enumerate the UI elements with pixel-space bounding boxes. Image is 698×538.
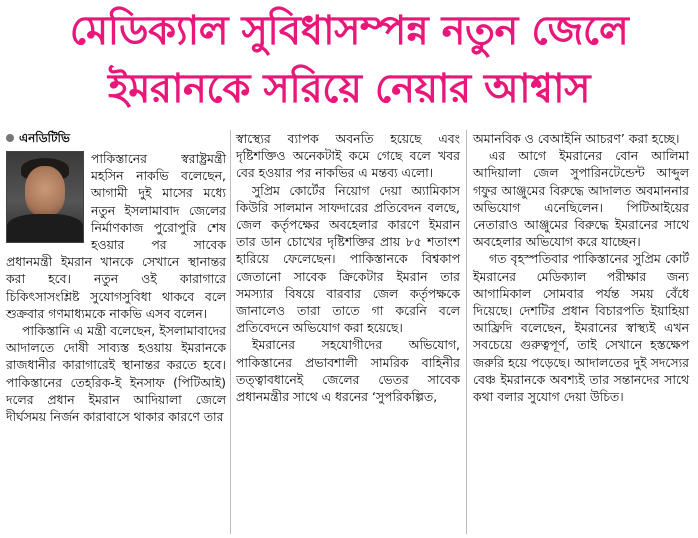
paragraph: অমানবিক ও বেআইনি আচরণ’ করা হচ্ছে।: [473, 131, 680, 146]
headline-line-2: ইমরানকে সরিয়ে নেয়ার আশ্বাস: [107, 66, 591, 112]
paragraph: ইমরানের সহযোগীদের অভিযোগ, পাকিস্তানের প্রভাবশালী সামরিক বাহিনীর তত্ত্বাবধানেই জেলের ভেতর সাবেক প্রধানমন্ত্রীর সাথে এ ধরনের ‘সুপরিকল্পিত,: [236, 337, 460, 405]
paragraph: পাকিস্তানি এ মন্ত্রী বলেছেন, ইসলামাবাদের আদালতে দোষী সাব্যস্ত হওয়ায় ইমরানকে রাজধানীর কারাগারেই স্থানান্তর করতে হবে। পাকিস্তানের তেহরিক-ই ইনসাফ (পিটিআই) দলের প্রধান ইমরান আদিয়ালা জেলে দীর্ঘসময় নির্জন কারাবাসে থাকার কারণে তার: [6, 323, 226, 425]
byline: [6, 130, 226, 146]
photo-shoulders: [7, 214, 83, 243]
byline-source: এনডিটিভি: [19, 131, 70, 145]
paragraph: এর আগে ইমরানের বোন আলিমা আদিয়ালা জেল সুপারিনটেন্ডেন্ট আব্দুল গফুর আঞ্জুমের বিরুদ্ধে আদালত অবমাননার অভিযোগ এনেছিলেন। পিটিআইয়ের নেতারাও আঞ্জুমের বিরুদ্ধে ইমরানের সাথে অবহেলার অভিযোগ করে যাচ্ছেন।: [473, 148, 689, 250]
paragraph: গত বৃহস্পতিবার পাকিস্তানের সুপ্রিম কোর্ট ইমরানের মেডিক্যাল পরীক্ষার জন্য আগামিকাল সোমবার পর্যন্ত সময় বেঁধে দিয়েছে। দেশটির প্রধান বিচারপতি ইয়াহিয়া আফ্রিদি বলেছেন, ইমরানের স্বাস্থ্যই এখন সবচেয়ে গুরুত্বপূর্ণ, তাই সেখানে হস্তক্ষেপ জরুরি হয়ে পড়েছে। আদালতের দুই সদস্যের বেঞ্চ ইমরানকে অবশ্যই তার সন্তানদের সাথে কথা বলার সুযোগ দেয়া উচিত।: [473, 251, 689, 405]
article-column-2: [236, 130, 460, 405]
bullet-icon: [6, 134, 14, 142]
paragraph: সুপ্রিম কোর্টের নিয়োগ দেয়া অ্যামিকাস কিউরি সালমান সাফদারের প্রতিবেদন বলছে, জেল কর্তৃপক্ষের অবহেলার কারণে ইমরান তার ডান চোখের দৃষ্টিশক্তির প্রায় ৮৫ শতাংশ হারিয়ে ফেলেছেন। পাকিস্তানকে বিশ্বকাপ জেতানো সাবেক ক্রিকেটার ইমরান তার সমস্যার বিষয়ে বারবার জেল কর্তৃপক্ষকে জানালেও তারা তাতে গা করেনি বলে প্রতিবেদনে অভিযোগ করা হয়েছে।: [236, 182, 460, 336]
imran-khan-photo: [6, 151, 84, 243]
column-divider: [230, 130, 231, 534]
headline: [0, 2, 698, 118]
paragraph: স্বাস্থ্যের ব্যাপক অবনতি হয়েছে এবং দৃষ্টিশক্তিও অনেকটাই কমে গেছে বলে খবর বের হওয়ার পর নাকভির এ মন্তব্য এলো।: [236, 131, 460, 181]
photo-face: [25, 166, 65, 216]
article-column-1: [6, 130, 226, 425]
headline-line-1: মেডিক্যাল সুবিধাসম্পন্ন নতুন জেলে: [69, 8, 629, 54]
paragraph: পাকিস্তানের স্বরাষ্ট্রমন্ত্রী মহসিন নাকভি বলেছেন, আগামী দুই মাসের মধ্যে নতুন ইসলামাবাদ জেলের নির্মাণকাজ পুরোপুরি শেষ হওয়ার পর সাবেক প্রধানমন্ত্রী ইমরান খানকে সেখানে স্থানান্তর করা হবে। নতুন ওই কারাগারে চিকিৎসাসংশ্লিষ্ট সুযোগসুবিধা থাকবে বলে শুক্রবার গণমাধ্যমকে নাকভি এসব বলেন।: [6, 151, 226, 321]
article-column-3: [473, 130, 689, 405]
column-divider: [466, 130, 467, 534]
